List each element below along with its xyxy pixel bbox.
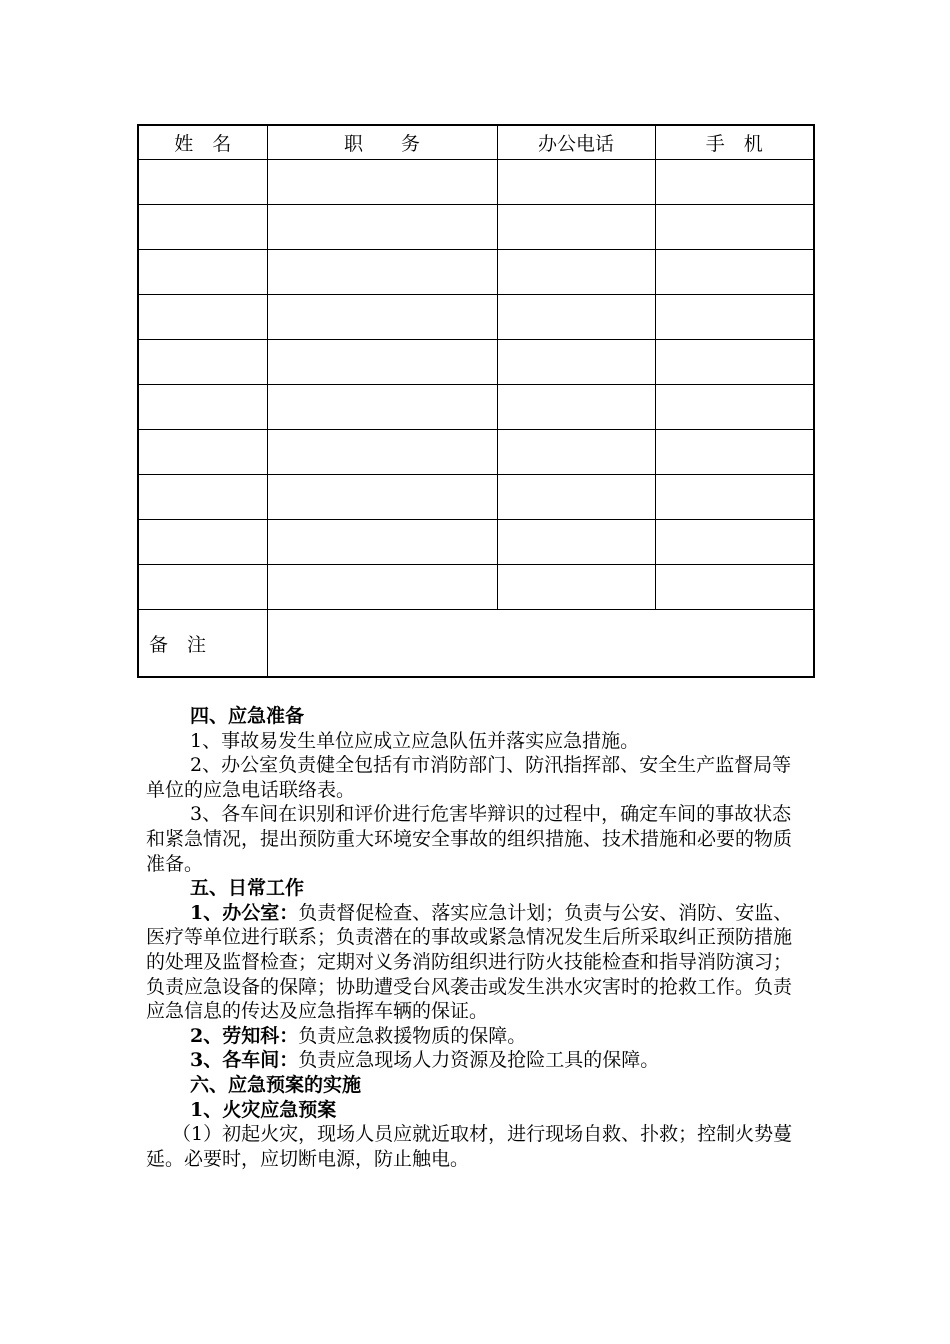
section-heading-6: 六、应急预案的实施 [190,1073,362,1096]
table-cell [267,430,497,475]
table-cell [655,295,814,340]
table-cell [138,295,267,340]
table-cell [497,430,655,475]
table-row [138,385,814,430]
table-row [138,160,814,205]
table-cell [497,205,655,250]
table-cell [138,205,267,250]
paragraph [146,901,810,1024]
table-cell [267,160,497,205]
table-cell [138,520,267,565]
table-cell [655,250,814,295]
table-row [138,430,814,475]
paragraph-text: 负责应急救援物质的保障。 [298,1024,527,1047]
table-cell [497,160,655,205]
table-cell [138,475,267,520]
remark-label: 备 注 [138,610,267,678]
remark-row [138,610,814,678]
header-office-phone: 办公电话 [497,125,655,160]
section-heading-5: 五、日常工作 [190,877,305,900]
table-cell [497,520,655,565]
table-cell [267,295,497,340]
table-row [138,205,814,250]
table-cell [655,340,814,385]
table-cell [138,385,267,430]
paragraph-text: 负责应急现场人力资源及抢险工具的保障。 [298,1049,660,1072]
paragraph: 3、各车间在识别和评价进行危害毕辩识的过程中，确定车间的事故状态和紧急情况，提出预防重大环境安全事故的组织措施、技术措施和必要的物质准备。 [146,803,793,875]
table-cell [267,475,497,520]
table-cell [267,565,497,610]
paragraph [146,1024,810,1049]
table-row [138,475,814,520]
table-cell [497,250,655,295]
table-cell [497,475,655,520]
contact-table [137,124,815,678]
table-cell [655,205,814,250]
paragraph-label: 1、办公室： [190,901,299,924]
table-cell [267,205,497,250]
table-cell [138,430,267,475]
section-heading-4: 四、应急准备 [190,705,305,727]
header-name: 姓 名 [138,125,267,160]
table-cell [497,385,655,430]
table-cell [655,475,814,520]
table-cell [655,160,814,205]
table-cell [138,160,267,205]
subsection-heading: 1、火灾应急预案 [190,1098,337,1121]
header-mobile: 手 机 [655,125,814,160]
table-cell [267,385,497,430]
table-cell [138,340,267,385]
table-cell [138,565,267,610]
table-cell [655,385,814,430]
paragraph-label: 2、劳知科： [190,1024,299,1047]
paragraph [146,1048,810,1073]
table-header-row [138,125,814,160]
paragraph-text: 负责督促检查、落实应急计划；负责与公安、消防、安监、医疗等单位进行联系；负责潜在的事故或紧急情况发生后所采取纠正预防措施的处理及监督检查；定期对义务消防组织进行防火技能检查和指导消防演习；负责应急设备的保障；协助遭受台风袭击或发生洪水灾害时的抢救工作。负责应急信息的传达及应急指挥车辆的保证。 [146,901,793,1023]
table-row [138,340,814,385]
table-row [138,520,814,565]
table-cell [267,340,497,385]
remark-cell [267,610,814,678]
table-cell [655,520,814,565]
table-cell [655,565,814,610]
table-cell [497,565,655,610]
paragraph: 1、事故易发生单位应成立应急队伍并落实应急措施。 [190,729,640,752]
table-row [138,295,814,340]
table-cell [138,250,267,295]
paragraph-label: 3、各车间： [190,1049,299,1072]
table-cell [267,520,497,565]
table-cell [655,430,814,475]
table-row [138,250,814,295]
header-position: 职 务 [267,125,497,160]
table-cell [497,295,655,340]
paragraph: （1）初起火灾，现场人员应就近取材，进行现场自救、扑救；控制火势蔓延。必要时，应切断电源，防止触电。 [146,1123,793,1170]
table-cell [267,250,497,295]
table-cell [497,340,655,385]
document-body [146,704,810,1171]
paragraph: 2、办公室负责健全包括有市消防部门、防汛指挥部、安全生产监督局等单位的应急电话联络表。 [146,754,792,801]
table-row [138,565,814,610]
